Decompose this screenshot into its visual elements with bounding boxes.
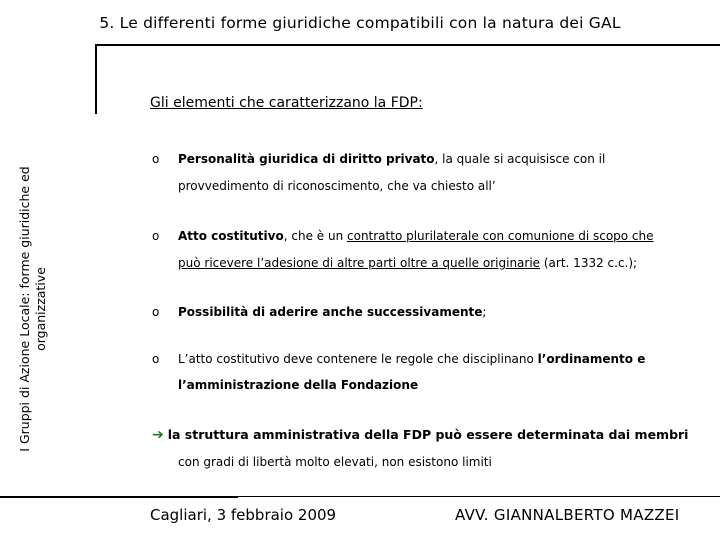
footer-author: AVV. GIANNALBERTO MAZZEI — [455, 506, 680, 524]
item-3-bold: Possibilità di aderire anche successivamente — [178, 305, 483, 319]
slide-title: 5. Le differenti forme giuridiche compatibili con la natura dei GAL — [99, 14, 621, 32]
arrow-right-icon: ➔ — [152, 427, 164, 443]
item-4-bold-end: l’ordinamento e — [537, 352, 646, 366]
conclusion-line-1 — [152, 427, 688, 443]
item-2-line-2 — [178, 256, 637, 270]
bullet-marker: o — [152, 152, 160, 166]
item-2-line-2-rest: (art. 1332 c.c.); — [540, 256, 638, 270]
item-4-line-1 — [178, 352, 645, 366]
item-2-line-1 — [178, 229, 654, 243]
item-3-rest: ; — [482, 305, 487, 319]
title-underline — [95, 44, 720, 46]
item-2-underlined: contratto plurilaterale con comunione di scopo che — [347, 229, 654, 243]
item-2-line-2-underlined: può ricevere l’adesione di altre parti oltre a quelle originarie — [178, 256, 541, 270]
item-1-line-1 — [178, 152, 605, 166]
item-1-line-2: provvedimento di riconoscimento, che va chiesto all’ — [178, 179, 496, 193]
section-subtitle: Gli elementi che caratterizzano la FDP: — [150, 95, 423, 111]
item-2-bold: Atto costitutivo — [178, 229, 284, 243]
bullet-marker: o — [152, 229, 160, 243]
bullet-marker: o — [152, 305, 160, 319]
conclusion-line-2: con gradi di libertà molto elevati, non esistono limiti — [178, 455, 492, 469]
title-left-rule — [95, 44, 97, 114]
item-4-line-2: l’amministrazione della Fondazione — [178, 378, 419, 392]
bullet-marker: o — [152, 352, 160, 366]
item-4-text: L’atto costitutivo deve contenere le regole che disciplinano — [178, 352, 538, 366]
side-label — [17, 139, 77, 479]
side-label-line2: organizzative — [33, 267, 48, 351]
footer-date-place: Cagliari, 3 febbraio 2009 — [150, 506, 337, 524]
item-3-line-1 — [178, 305, 486, 319]
item-1-rest: , la quale si acquisisce con il — [434, 152, 606, 166]
side-label-line1: I Gruppi di Azione Locale: forme giuridiche ed — [17, 166, 32, 452]
conclusion-bold: la struttura amministrativa della FDP può essere determinata dai membri — [167, 427, 689, 442]
item-1-bold: Personalità giuridica di diritto privato — [178, 152, 435, 166]
footer-rule-thick — [0, 496, 238, 498]
item-2-plain: , che è un — [283, 229, 347, 243]
